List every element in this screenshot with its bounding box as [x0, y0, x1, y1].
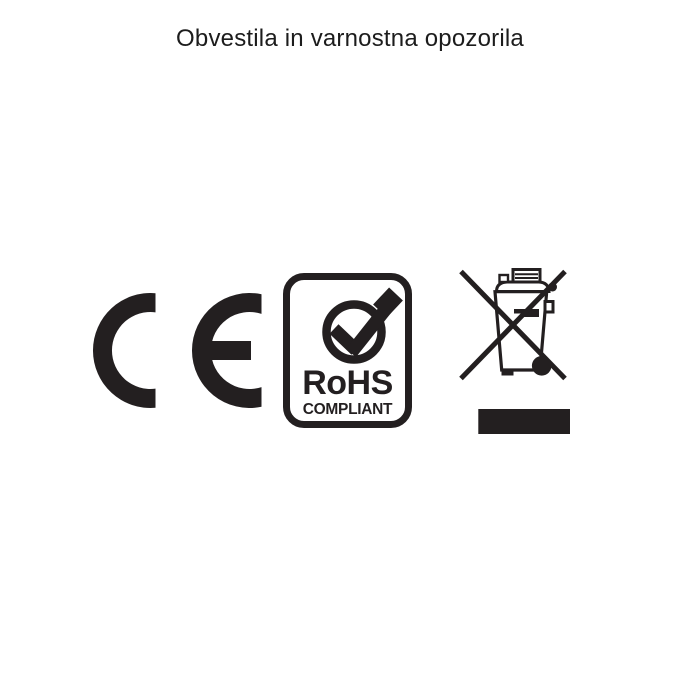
rohs-checkmark-icon [297, 286, 412, 376]
rohs-compliant-label: COMPLIANT [302, 401, 393, 418]
rohs-badge [283, 273, 412, 428]
page-title: Obvestila in varnostna opozorila [176, 25, 524, 52]
weee-underline-bar [478, 409, 570, 434]
ce-mark-icon [91, 293, 263, 410]
rohs-label: RoHS [302, 364, 393, 402]
weee-crossed-out-bin-icon [453, 262, 575, 437]
